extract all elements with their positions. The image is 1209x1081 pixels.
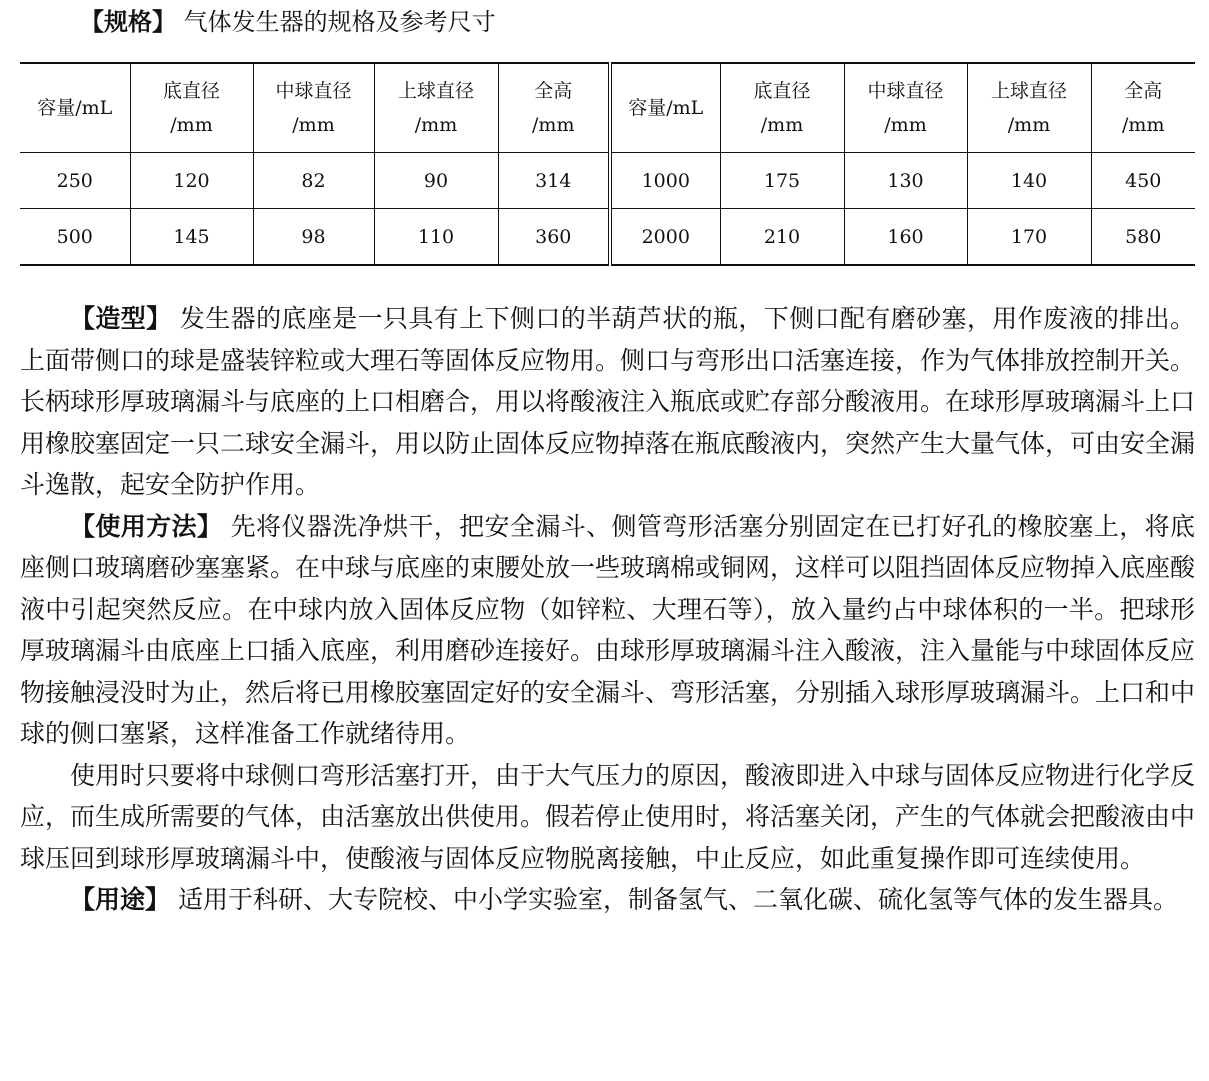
table-cell: 145 [130, 209, 253, 266]
operation-paragraph [20, 755, 1195, 880]
purpose-heading: 【用途】 [70, 885, 171, 914]
usage-text: 先将仪器洗净烘干，把安全漏斗、侧管弯形活塞分别固定在已打好孔的橡胶塞上，将底座侧口玻璃磨砂塞塞紧。在中球与底座的束腰处放一些玻璃棉或铜网，这样可以阻挡固体反应物掉入底座酸液中引起突然反应。在中球内放入固体反应物（如锌粒、大理石等），放入量约占中球体积的一半。把球形厚玻璃漏斗由底座上口插入底座，利用磨砂连接好。由球形厚玻璃漏斗注入酸液，注入量能与中球固体反应物接触浸没时为止，然后将已用橡胶塞固定好的安全漏斗、弯形活塞，分别插入球形厚玻璃漏斗。上口和中球的侧口塞紧，这样准备工作就绪待用。 [20, 511, 1196, 748]
table-header-row [20, 63, 1195, 153]
table-cell: 360 [498, 209, 610, 266]
table-cell: 120 [130, 153, 253, 209]
header-upper-ball-diameter: 上球直径 /mm [967, 63, 1091, 153]
shape-text: 发生器的底座是一只具有上下侧口的半葫芦状的瓶，下侧口配有磨砂塞，用作废液的排出。上面带侧口的球是盛装锌粒或大理石等固体反应物用。侧口与弯形出口活塞连接，作为气体排放控制开关。长柄球形厚玻璃漏斗与底座的上口相磨合，用以将酸液注入瓶底或贮存部分酸液用。在球形厚玻璃漏斗上口用橡胶塞固定一只二球安全漏斗，用以防止固体反应物掉落在瓶底酸液内，突然产生大量气体，可由安全漏斗逸散，起安全防护作用。 [20, 304, 1196, 499]
header-capacity: 容量/mL [20, 63, 130, 153]
spec-title: 气体发生器的规格及参考尺寸 [183, 8, 496, 36]
table-cell: 130 [844, 153, 967, 209]
spec-table [20, 62, 1195, 266]
spec-title-line [80, 6, 496, 38]
body-text [20, 298, 1195, 921]
table-cell: 580 [1091, 209, 1195, 266]
header-total-height: 全高 /mm [1091, 63, 1195, 153]
table-cell: 110 [374, 209, 498, 266]
table-row [20, 209, 1195, 266]
header-total-height: 全高 /mm [498, 63, 610, 153]
shape-paragraph [20, 298, 1195, 506]
table-cell: 175 [720, 153, 844, 209]
table-cell: 500 [56, 225, 93, 248]
table-cell: 170 [967, 209, 1091, 266]
table-cell: 314 [498, 153, 610, 209]
table-cell: 140 [967, 153, 1091, 209]
header-upper-ball-diameter: 上球直径 /mm [374, 63, 498, 153]
spec-heading: 【规格】 [80, 8, 176, 36]
table-cell: 98 [253, 209, 374, 266]
operation-text: 使用时只要将中球侧口弯形活塞打开，由于大气压力的原因，酸液即进入中球与固体反应物进行化学反应，而生成所需要的气体，由活塞放出供使用。假若停止使用时，将活塞关闭，产生的气体就会把酸液由中球压回到球形厚玻璃漏斗中，使酸液与固体反应物脱离接触，中止反应，如此重复操作即可连续使用。 [20, 760, 1196, 873]
table-row [20, 153, 1195, 209]
header-middle-ball-diameter: 中球直径 /mm [253, 63, 374, 153]
table-cell: 450 [1091, 153, 1195, 209]
table-cell: 1000 [610, 153, 720, 209]
shape-heading: 【造型】 [70, 304, 172, 333]
table-cell: 160 [844, 209, 967, 266]
usage-heading: 【使用方法】 [70, 511, 223, 541]
usage-paragraph [20, 506, 1195, 755]
header-middle-ball-diameter: 中球直径 /mm [844, 63, 967, 153]
table-cell: 2000 [610, 209, 720, 266]
header-capacity: 容量/mL [610, 63, 720, 153]
purpose-paragraph [20, 879, 1195, 921]
table-cell: 90 [374, 153, 498, 209]
table-cell: 250 [20, 153, 130, 209]
purpose-text: 适用于科研、大专院校、中小学实验室，制备氢气、二氧化碳、硫化氢等气体的发生器具。 [177, 885, 1178, 914]
header-base-diameter: 底直径 /mm [720, 63, 844, 153]
table-cell: 210 [720, 209, 844, 266]
table-cell: 82 [253, 153, 374, 209]
header-base-diameter: 底直径 /mm [130, 63, 253, 153]
